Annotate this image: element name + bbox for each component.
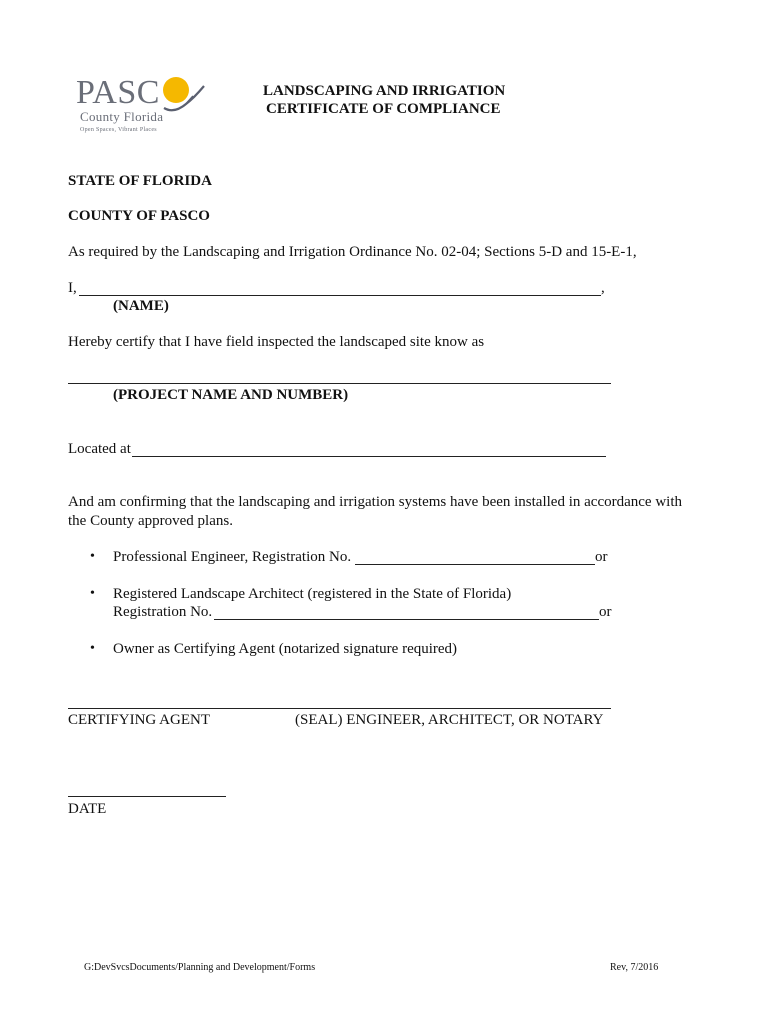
logo-wordmark: PASC: [76, 74, 160, 111]
logo-tagline: Open Spaces, Vibrant Places: [80, 127, 157, 133]
name-field-line[interactable]: [79, 295, 601, 296]
logo-county-text: County Florida: [80, 109, 164, 124]
name-suffix: ,: [601, 280, 605, 296]
date-label: DATE: [68, 801, 107, 817]
certify-statement: Hereby certify that I have field inspected the landscaped site know as: [68, 334, 485, 350]
name-prefix: I,: [68, 280, 77, 296]
bullet-icon: •: [90, 641, 95, 656]
engineer-or: or: [595, 549, 608, 565]
engineer-registration-line[interactable]: [355, 564, 595, 565]
pasco-county-logo: [76, 76, 206, 138]
footer-file-path: G:DevSvcsDocuments/Planning and Development/Forms: [84, 962, 316, 973]
logo-sun-bird-icon: [160, 74, 208, 122]
document-title-line1: LANDSCAPING AND IRRIGATION: [263, 83, 506, 99]
engineer-option-label: Professional Engineer, Registration No.: [113, 549, 352, 565]
architect-registration-line[interactable]: [214, 619, 599, 620]
project-field-line[interactable]: [68, 383, 611, 384]
ordinance-statement: As required by the Landscaping and Irrigation Ordinance No. 02-04; Sections 5-D and 15-E-1,: [68, 244, 637, 260]
certifying-agent-label: CERTIFYING AGENT: [68, 712, 211, 728]
signature-line[interactable]: [68, 708, 611, 709]
date-field-line[interactable]: [68, 796, 226, 797]
state-heading: STATE OF FLORIDA: [68, 173, 212, 189]
located-at-label: Located at: [68, 441, 131, 457]
confirm-statement-line1: And am confirming that the landscaping and irrigation systems have been installed in accordance with: [68, 494, 682, 510]
seal-label: (SEAL) ENGINEER, ARCHITECT, OR NOTARY: [295, 712, 604, 728]
bullet-icon: •: [90, 586, 95, 601]
project-label: (PROJECT NAME AND NUMBER): [113, 387, 349, 403]
bullet-icon: •: [90, 549, 95, 564]
owner-option-label: Owner as Certifying Agent (notarized signature required): [113, 641, 458, 657]
document-title-line2: CERTIFICATE OF COMPLIANCE: [266, 101, 501, 117]
architect-or: or: [599, 604, 612, 620]
architect-option-label: Registered Landscape Architect (registered in the State of Florida): [113, 586, 512, 602]
architect-registration-label: Registration No.: [113, 604, 213, 620]
county-heading: COUNTY OF PASCO: [68, 208, 210, 224]
name-label: (NAME): [113, 298, 169, 314]
confirm-statement-line2: the County approved plans.: [68, 513, 233, 529]
location-field-line[interactable]: [132, 456, 606, 457]
footer-revision: Rev, 7/2016: [610, 962, 659, 973]
